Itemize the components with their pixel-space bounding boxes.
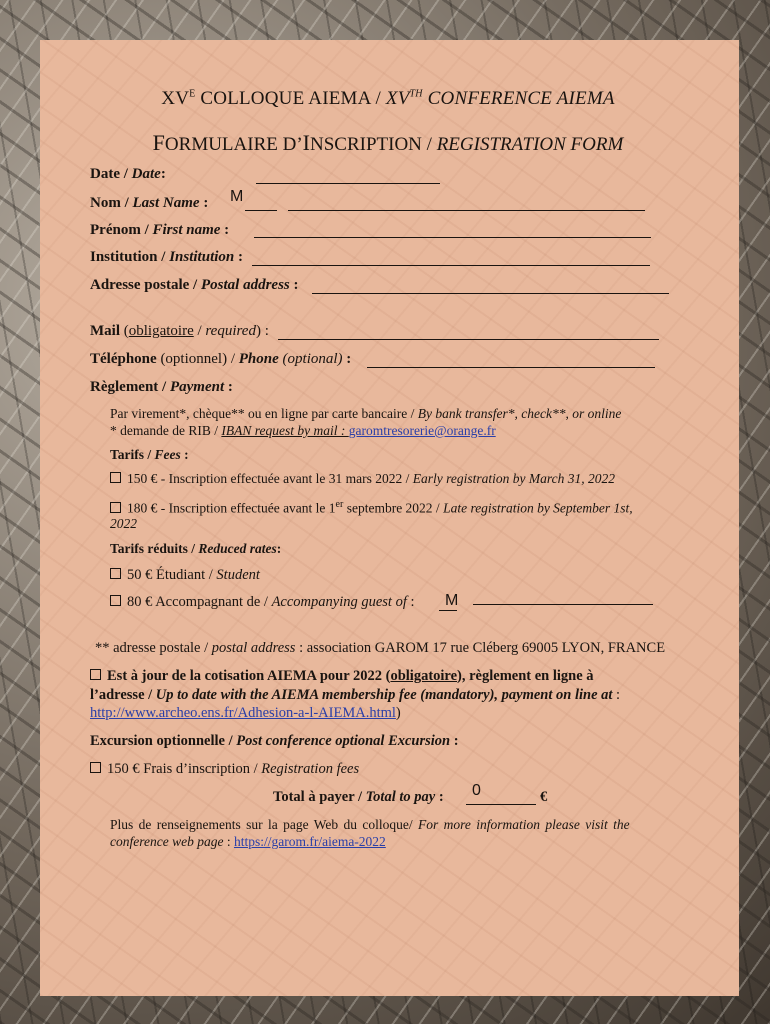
postal-address-field[interactable] bbox=[312, 293, 669, 294]
membership-url-line: http://www.archeo.ens.fr/Adhesion-a-l-AIEMA.html) bbox=[90, 705, 401, 721]
date-label: Date / Date: bbox=[90, 166, 166, 182]
total-currency: € bbox=[540, 789, 548, 805]
institution-label: Institution / Institution : bbox=[90, 249, 243, 265]
form-title: FORMULAIRE D’INSCRIPTION / REGISTRATION FORM bbox=[152, 130, 624, 155]
fee-late-year: 2022 bbox=[110, 516, 137, 531]
conference-web-link[interactable]: https://garom.fr/aiema-2022 bbox=[233, 834, 386, 849]
guest-name-value: M bbox=[445, 592, 459, 609]
membership-line2: l’adresse / Up to date with the AIEMA membership fee (mandatory), payment on line at : bbox=[90, 687, 621, 703]
student-rate-option[interactable]: 50 € Étudiant / Student bbox=[110, 567, 260, 584]
iban-email-link[interactable]: garomtresorerie@orange.fr bbox=[348, 423, 496, 438]
early-fee-checkbox[interactable] bbox=[110, 472, 121, 483]
first-name-field[interactable] bbox=[254, 237, 651, 238]
last-name-value: M bbox=[230, 188, 244, 205]
payment-heading: Règlement / Payment : bbox=[90, 379, 233, 395]
membership-option[interactable]: Est à jour de la cotisation AIEMA pour 2022 (obligatoire), règlement en ligne à bbox=[90, 668, 594, 685]
more-info-line1: Plus de renseignements sur la page Web du colloque/ For more information please visit the bbox=[110, 817, 630, 832]
conference-title: $XV^E$ COLLOQUE AIEMA / XVTH CONFERENCE AIEMA bbox=[161, 88, 615, 109]
fee-early-option[interactable]: 150 € - Inscription effectuée avant le 31 mars 2022 / Early registration by March 31, 2022 bbox=[110, 471, 615, 487]
phone-field[interactable] bbox=[367, 367, 655, 368]
phone-label: Téléphone (optionnel) / Phone (optional) : bbox=[90, 351, 352, 367]
last-name-field[interactable] bbox=[288, 210, 645, 211]
student-rate-checkbox[interactable] bbox=[110, 568, 121, 579]
excursion-heading: Excursion optionnelle / Post conference optional Excursion : bbox=[90, 733, 459, 749]
guest-rate-option[interactable]: 80 € Accompagnant de / Accompanying guest of : bbox=[110, 594, 415, 611]
mail-label: Mail (obligatoire / required) : bbox=[90, 323, 269, 339]
more-info-line2: conference web page : https://garom.fr/aiema-2022 bbox=[110, 834, 386, 849]
total-field[interactable] bbox=[466, 804, 536, 805]
reduced-rates-heading: Tarifs réduits / Reduced rates: bbox=[110, 541, 282, 556]
last-name-field-short[interactable] bbox=[245, 210, 277, 211]
membership-link[interactable]: http://www.archeo.ens.fr/Adhesion-a-l-AIEMA.html bbox=[90, 705, 396, 721]
membership-checkbox[interactable] bbox=[90, 669, 101, 680]
postal-address-label: Adresse postale / Postal address : bbox=[90, 277, 299, 293]
guest-name-field-short[interactable] bbox=[439, 610, 457, 611]
guest-name-field[interactable] bbox=[473, 604, 653, 605]
total-value: 0 bbox=[472, 782, 481, 799]
registration-form-sheet bbox=[40, 40, 739, 996]
total-label: Total à payer / Total to pay : bbox=[273, 789, 444, 805]
payment-methods: Par virement*, chèque** ou en ligne par carte bancaire / By bank transfer*, check**, or online bbox=[110, 406, 622, 421]
guest-rate-checkbox[interactable] bbox=[110, 595, 121, 606]
date-field[interactable] bbox=[256, 183, 440, 184]
fees-heading: Tarifs / Fees : bbox=[110, 447, 189, 462]
excursion-fee-option[interactable]: 150 € Frais d’inscription / Registration fees bbox=[90, 761, 359, 778]
postal-address-note: ** adresse postale / postal address : association GAROM 17 rue Cléberg 69005 LYON, FRANCE bbox=[95, 640, 666, 656]
first-name-label: Prénom / First name : bbox=[90, 222, 230, 238]
fee-late-option[interactable]: 180 € - Inscription effectuée avant le 1er septembre 2022 / Late registration by September 1st, bbox=[110, 499, 633, 517]
late-fee-checkbox[interactable] bbox=[110, 502, 121, 513]
institution-field[interactable] bbox=[252, 265, 650, 266]
iban-request: * demande de RIB / IBAN request by mail : garomtresorerie@orange.fr bbox=[110, 423, 496, 438]
last-name-label: Nom / Last Name : bbox=[90, 195, 209, 211]
mail-field[interactable] bbox=[278, 339, 659, 340]
excursion-checkbox[interactable] bbox=[90, 762, 101, 773]
